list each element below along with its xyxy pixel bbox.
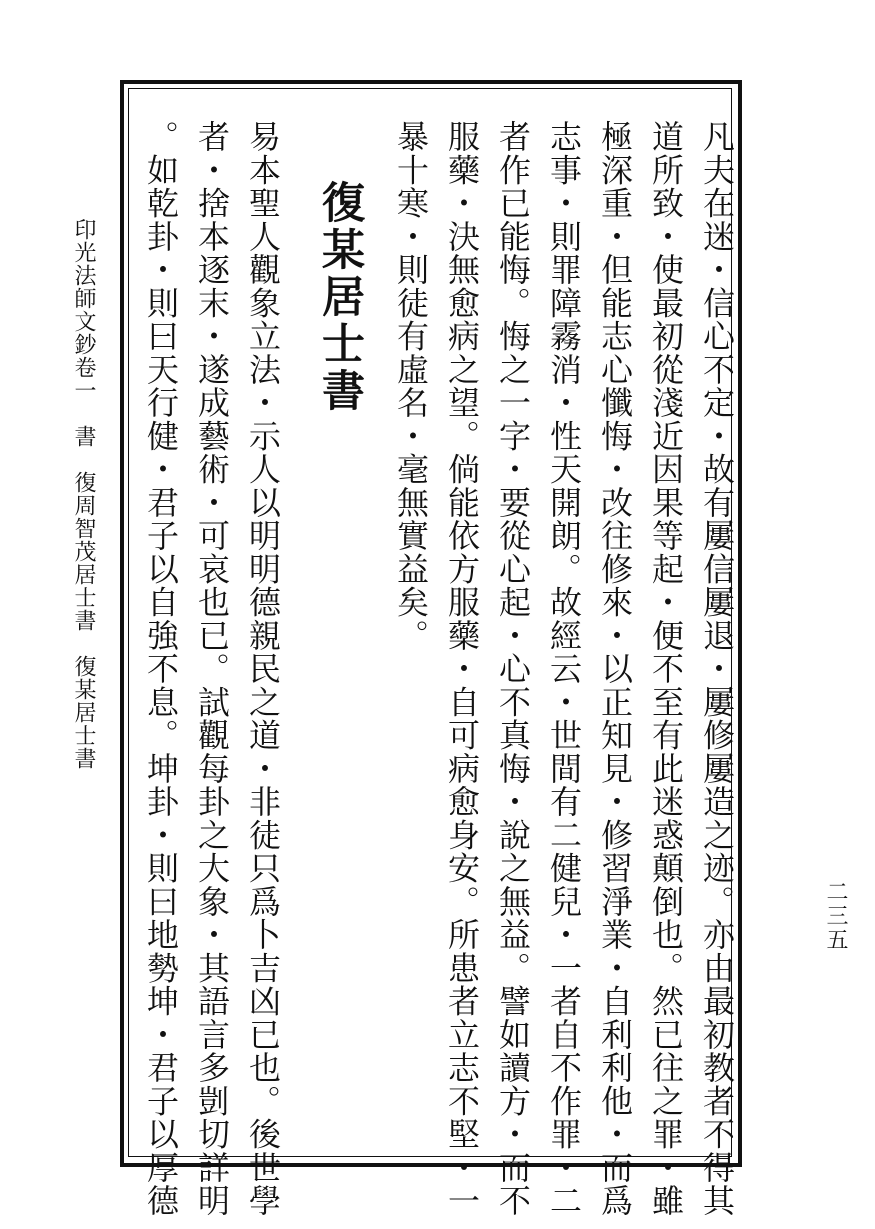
body-column-9: 者・捨本逐末・遂成藝術・可哀也已。試觀每卦之大象・其語言多剴切詳明 bbox=[193, 120, 231, 1218]
body-column-4: 志事・則罪障霧消・性天開朗。故經云・世間有二健兒・一者自不作罪・二 bbox=[545, 120, 583, 1218]
body-column-10: 。如乾卦・則曰天行健・君子以自強不息。坤卦・則曰地勢坤・君子以厚德 bbox=[142, 120, 180, 1218]
body-column-2: 道所致・使最初從淺近因果等起・便不至有此迷惑顛倒也。然已往之罪・雖 bbox=[647, 120, 685, 1218]
body-column-1: 凡夫在迷・信心不定・故有屢信屢退・屢修屢造之迹。亦由最初教者不得其 bbox=[698, 120, 736, 1218]
body-column-7: 暴十寒・則徒有虛名・毫無實益矣。 bbox=[392, 120, 430, 652]
body-column-8: 易本聖人觀象立法・示人以明明德親民之道・非徒只爲卜吉凶已也。後世學 bbox=[244, 120, 282, 1218]
body-column-3: 極深重・但能志心懺悔・改往修來・以正知見・修習淨業・自利利他・而爲 bbox=[596, 120, 634, 1218]
body-column-5: 者作已能悔。悔之一字・要從心起・心不真悔・說之無益。譬如讀方・而不 bbox=[494, 120, 532, 1218]
letter-title: 復某居士書 bbox=[315, 180, 365, 415]
page-number: 二三五 bbox=[823, 880, 848, 952]
running-head: 印光法師文鈔卷一 書 復周智茂居士書 復某居士書 bbox=[71, 218, 96, 770]
body-column-6: 服藥・決無愈病之望。倘能依方服藥・自可病愈身安。所患者立志不堅・一 bbox=[443, 120, 481, 1218]
